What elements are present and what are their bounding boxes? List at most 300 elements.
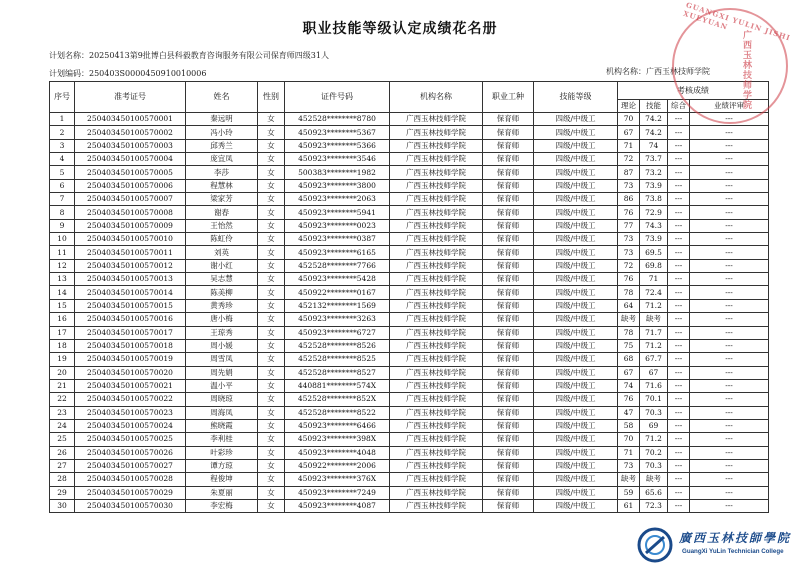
id-no-cell: 452528********8526 bbox=[285, 339, 390, 352]
skill-score-cell: 71.7 bbox=[640, 326, 668, 339]
job-cell: 保育师 bbox=[483, 393, 534, 406]
skill-score-cell: 69.5 bbox=[640, 246, 668, 259]
skill-score-cell: 65.6 bbox=[640, 486, 668, 499]
cert-no-cell: 250403450100570025 bbox=[75, 433, 186, 446]
row-index-cell: 17 bbox=[50, 326, 75, 339]
skill-score-cell: 70.3 bbox=[640, 459, 668, 472]
job-cell: 保育师 bbox=[483, 233, 534, 246]
header-gender: 性别 bbox=[258, 82, 285, 113]
job-cell: 保育师 bbox=[483, 259, 534, 272]
id-no-cell: 500383********1982 bbox=[285, 166, 390, 179]
skill-score-cell: 73.8 bbox=[640, 193, 668, 206]
comprehensive-score-cell: --- bbox=[668, 259, 690, 272]
theory-score-cell: 74 bbox=[618, 379, 640, 392]
level-cell: 四级/中级工 bbox=[534, 473, 618, 486]
cert-no-cell: 250403450100570011 bbox=[75, 246, 186, 259]
evaluation-score-cell: --- bbox=[690, 406, 769, 419]
table-row bbox=[50, 486, 769, 499]
name-cell: 程慧林 bbox=[186, 179, 258, 192]
theory-score-cell: 缺考 bbox=[618, 473, 640, 486]
cert-no-cell: 250403450100570022 bbox=[75, 393, 186, 406]
theory-score-cell: 58 bbox=[618, 419, 640, 432]
college-emblem-icon bbox=[636, 526, 676, 564]
table-row bbox=[50, 273, 769, 286]
comprehensive-score-cell: --- bbox=[668, 153, 690, 166]
name-cell: 陈美柳 bbox=[186, 286, 258, 299]
cert-no-cell: 250403450100570017 bbox=[75, 326, 186, 339]
name-cell: 黄秀珍 bbox=[186, 299, 258, 312]
id-no-cell: 450923********3800 bbox=[285, 179, 390, 192]
row-index-cell: 27 bbox=[50, 459, 75, 472]
header-skill: 技能 bbox=[640, 100, 668, 113]
theory-score-cell: 68 bbox=[618, 353, 640, 366]
page-title: 职业技能等级认定成绩花名册 bbox=[302, 21, 498, 37]
id-no-cell: 452528********7766 bbox=[285, 259, 390, 272]
name-cell: 李利桂 bbox=[186, 433, 258, 446]
id-no-cell: 450923********4048 bbox=[285, 446, 390, 459]
row-index-cell: 16 bbox=[50, 313, 75, 326]
job-cell: 保育师 bbox=[483, 459, 534, 472]
id-no-cell: 450923********6165 bbox=[285, 246, 390, 259]
level-cell: 四级/中级工 bbox=[534, 379, 618, 392]
job-cell: 保育师 bbox=[483, 206, 534, 219]
table-row bbox=[50, 233, 769, 246]
job-cell: 保育师 bbox=[483, 179, 534, 192]
level-cell: 四级/中级工 bbox=[534, 433, 618, 446]
theory-score-cell: 87 bbox=[618, 166, 640, 179]
evaluation-score-cell: --- bbox=[690, 339, 769, 352]
org-cell: 广西玉林技师学院 bbox=[390, 233, 483, 246]
row-index-cell: 14 bbox=[50, 286, 75, 299]
row-index-cell: 11 bbox=[50, 246, 75, 259]
skill-score-cell: 缺考 bbox=[640, 313, 668, 326]
college-logo-subtitle: GuangXi YuLin Technician College bbox=[682, 548, 784, 555]
job-cell: 保育师 bbox=[483, 219, 534, 232]
header-org: 机构名称 bbox=[390, 82, 483, 113]
skill-score-cell: 67 bbox=[640, 366, 668, 379]
header-comprehensive: 综合 bbox=[668, 100, 690, 113]
org-cell: 广西玉林技师学院 bbox=[390, 313, 483, 326]
evaluation-score-cell: --- bbox=[690, 219, 769, 232]
id-no-cell: 450922********2006 bbox=[285, 459, 390, 472]
gender-cell: 女 bbox=[258, 433, 285, 446]
name-cell: 李莎 bbox=[186, 166, 258, 179]
gender-cell: 女 bbox=[258, 393, 285, 406]
id-no-cell: 452528********852X bbox=[285, 393, 390, 406]
skill-score-cell: 72.4 bbox=[640, 286, 668, 299]
name-cell: 周小媛 bbox=[186, 339, 258, 352]
job-cell: 保育师 bbox=[483, 379, 534, 392]
table-row bbox=[50, 139, 769, 152]
org-label: 机构名称：广西玉林技师学院 bbox=[606, 67, 710, 76]
name-cell: 朱夏丽 bbox=[186, 486, 258, 499]
table-row bbox=[50, 206, 769, 219]
comprehensive-score-cell: --- bbox=[668, 406, 690, 419]
comprehensive-score-cell: --- bbox=[668, 246, 690, 259]
table-row bbox=[50, 299, 769, 312]
skill-score-cell: 71.2 bbox=[640, 299, 668, 312]
level-cell: 四级/中级工 bbox=[534, 419, 618, 432]
comprehensive-score-cell: --- bbox=[668, 299, 690, 312]
level-cell: 四级/中级工 bbox=[534, 153, 618, 166]
comprehensive-score-cell: --- bbox=[668, 206, 690, 219]
table-row bbox=[50, 326, 769, 339]
job-cell: 保育师 bbox=[483, 286, 534, 299]
evaluation-score-cell: --- bbox=[690, 313, 769, 326]
gender-cell: 女 bbox=[258, 273, 285, 286]
org-cell: 广西玉林技师学院 bbox=[390, 166, 483, 179]
cert-no-cell: 250403450100570028 bbox=[75, 473, 186, 486]
gender-cell: 女 bbox=[258, 286, 285, 299]
cert-no-cell: 250403450100570008 bbox=[75, 206, 186, 219]
skill-score-cell: 74 bbox=[640, 139, 668, 152]
comprehensive-score-cell: --- bbox=[668, 113, 690, 126]
cert-no-cell: 250403450100570030 bbox=[75, 499, 186, 512]
evaluation-score-cell: --- bbox=[690, 206, 769, 219]
theory-score-cell: 76 bbox=[618, 393, 640, 406]
skill-score-cell: 72.9 bbox=[640, 206, 668, 219]
org-cell: 广西玉林技师学院 bbox=[390, 206, 483, 219]
stamp-org-text: 广西玉林技师学院 bbox=[741, 30, 751, 110]
row-index-cell: 29 bbox=[50, 486, 75, 499]
skill-score-cell: 74.3 bbox=[640, 219, 668, 232]
level-cell: 四级/中级工 bbox=[534, 339, 618, 352]
theory-score-cell: 73 bbox=[618, 233, 640, 246]
header-id-no: 证件号码 bbox=[285, 82, 390, 113]
org-cell: 广西玉林技师学院 bbox=[390, 326, 483, 339]
table-row bbox=[50, 353, 769, 366]
gender-cell: 女 bbox=[258, 179, 285, 192]
gender-cell: 女 bbox=[258, 339, 285, 352]
cert-no-cell: 250403450100570004 bbox=[75, 153, 186, 166]
org-cell: 广西玉林技师学院 bbox=[390, 406, 483, 419]
level-cell: 四级/中级工 bbox=[534, 246, 618, 259]
gender-cell: 女 bbox=[258, 499, 285, 512]
table-row bbox=[50, 193, 769, 206]
id-no-cell: 450923********0023 bbox=[285, 219, 390, 232]
name-cell: 谢春 bbox=[186, 206, 258, 219]
row-index-cell: 24 bbox=[50, 419, 75, 432]
job-cell: 保育师 bbox=[483, 299, 534, 312]
row-index-cell: 18 bbox=[50, 339, 75, 352]
cert-no-cell: 250403450100570029 bbox=[75, 486, 186, 499]
evaluation-score-cell: --- bbox=[690, 499, 769, 512]
theory-score-cell: 77 bbox=[618, 219, 640, 232]
evaluation-score-cell: --- bbox=[690, 446, 769, 459]
evaluation-score-cell: --- bbox=[690, 193, 769, 206]
theory-score-cell: 缺考 bbox=[618, 313, 640, 326]
evaluation-score-cell: --- bbox=[690, 459, 769, 472]
gender-cell: 女 bbox=[258, 419, 285, 432]
name-cell: 吴志慧 bbox=[186, 273, 258, 286]
theory-score-cell: 72 bbox=[618, 153, 640, 166]
id-no-cell: 452528********8780 bbox=[285, 113, 390, 126]
gender-cell: 女 bbox=[258, 406, 285, 419]
score-roster-table bbox=[49, 81, 769, 513]
comprehensive-score-cell: --- bbox=[668, 433, 690, 446]
cert-no-cell: 250403450100570018 bbox=[75, 339, 186, 352]
row-index-cell: 12 bbox=[50, 259, 75, 272]
row-index-cell: 3 bbox=[50, 139, 75, 152]
job-cell: 保育师 bbox=[483, 446, 534, 459]
row-index-cell: 21 bbox=[50, 379, 75, 392]
college-logo-text: 廣西玉林技師學院 bbox=[679, 531, 792, 545]
header-index: 序号 bbox=[50, 82, 75, 113]
row-index-cell: 5 bbox=[50, 166, 75, 179]
level-cell: 四级/中级工 bbox=[534, 366, 618, 379]
cert-no-cell: 250403450100570012 bbox=[75, 259, 186, 272]
table-row bbox=[50, 313, 769, 326]
gender-cell: 女 bbox=[258, 473, 285, 486]
skill-score-cell: 71.2 bbox=[640, 339, 668, 352]
org-cell: 广西玉林技师学院 bbox=[390, 366, 483, 379]
job-cell: 保育师 bbox=[483, 273, 534, 286]
name-cell: 王琼秀 bbox=[186, 326, 258, 339]
id-no-cell: 450923********3263 bbox=[285, 313, 390, 326]
skill-score-cell: 70.1 bbox=[640, 393, 668, 406]
name-cell: 唐小梅 bbox=[186, 313, 258, 326]
level-cell: 四级/中级工 bbox=[534, 206, 618, 219]
job-cell: 保育师 bbox=[483, 166, 534, 179]
level-cell: 四级/中级工 bbox=[534, 486, 618, 499]
job-cell: 保育师 bbox=[483, 353, 534, 366]
org-cell: 广西玉林技师学院 bbox=[390, 499, 483, 512]
name-cell: 冯小玲 bbox=[186, 126, 258, 139]
id-no-cell: 450923********5941 bbox=[285, 206, 390, 219]
table-row bbox=[50, 473, 769, 486]
name-cell: 谭方琼 bbox=[186, 459, 258, 472]
org-cell: 广西玉林技师学院 bbox=[390, 433, 483, 446]
gender-cell: 女 bbox=[258, 326, 285, 339]
gender-cell: 女 bbox=[258, 166, 285, 179]
table-row bbox=[50, 379, 769, 392]
theory-score-cell: 78 bbox=[618, 286, 640, 299]
job-cell: 保育师 bbox=[483, 139, 534, 152]
name-cell: 周先娟 bbox=[186, 366, 258, 379]
name-cell: 王怡然 bbox=[186, 219, 258, 232]
row-index-cell: 15 bbox=[50, 299, 75, 312]
skill-score-cell: 70.3 bbox=[640, 406, 668, 419]
cert-no-cell: 250403450100570006 bbox=[75, 179, 186, 192]
row-index-cell: 1 bbox=[50, 113, 75, 126]
header-level: 技能等级 bbox=[534, 82, 618, 113]
header-job: 职业工种 bbox=[483, 82, 534, 113]
row-index-cell: 13 bbox=[50, 273, 75, 286]
id-no-cell: 452528********8527 bbox=[285, 366, 390, 379]
job-cell: 保育师 bbox=[483, 339, 534, 352]
skill-score-cell: 74.2 bbox=[640, 113, 668, 126]
level-cell: 四级/中级工 bbox=[534, 139, 618, 152]
level-cell: 四级/中级工 bbox=[534, 353, 618, 366]
comprehensive-score-cell: --- bbox=[668, 353, 690, 366]
theory-score-cell: 64 bbox=[618, 299, 640, 312]
name-cell: 温小平 bbox=[186, 379, 258, 392]
comprehensive-score-cell: --- bbox=[668, 339, 690, 352]
table-row bbox=[50, 113, 769, 126]
comprehensive-score-cell: --- bbox=[668, 473, 690, 486]
job-cell: 保育师 bbox=[483, 193, 534, 206]
org-cell: 广西玉林技师学院 bbox=[390, 486, 483, 499]
skill-score-cell: 69.8 bbox=[640, 259, 668, 272]
id-no-cell: 450923********376X bbox=[285, 473, 390, 486]
evaluation-score-cell: --- bbox=[690, 179, 769, 192]
gender-cell: 女 bbox=[258, 126, 285, 139]
org-cell: 广西玉林技师学院 bbox=[390, 299, 483, 312]
level-cell: 四级/中级工 bbox=[534, 126, 618, 139]
row-index-cell: 6 bbox=[50, 179, 75, 192]
org-cell: 广西玉林技师学院 bbox=[390, 459, 483, 472]
comprehensive-score-cell: --- bbox=[668, 446, 690, 459]
table-row bbox=[50, 126, 769, 139]
gender-cell: 女 bbox=[258, 219, 285, 232]
theory-score-cell: 71 bbox=[618, 139, 640, 152]
job-cell: 保育师 bbox=[483, 486, 534, 499]
plan-code: 计划编码：250403S0000450910010006 bbox=[49, 69, 207, 78]
gender-cell: 女 bbox=[258, 193, 285, 206]
id-no-cell: 452132********1569 bbox=[285, 299, 390, 312]
cert-no-cell: 250403450100570001 bbox=[75, 113, 186, 126]
evaluation-score-cell: --- bbox=[690, 166, 769, 179]
evaluation-score-cell: --- bbox=[690, 139, 769, 152]
plan-name: 计划名称：20250413第9批博白县科毅教育咨询服务有限公司保育师四级31人 bbox=[49, 51, 329, 60]
evaluation-score-cell: --- bbox=[690, 473, 769, 486]
org-cell: 广西玉林技师学院 bbox=[390, 353, 483, 366]
id-no-cell: 450923********5428 bbox=[285, 273, 390, 286]
org-cell: 广西玉林技师学院 bbox=[390, 153, 483, 166]
comprehensive-score-cell: --- bbox=[668, 193, 690, 206]
skill-score-cell: 67.7 bbox=[640, 353, 668, 366]
gender-cell: 女 bbox=[258, 459, 285, 472]
id-no-cell: 450923********3546 bbox=[285, 153, 390, 166]
table-row bbox=[50, 246, 769, 259]
comprehensive-score-cell: --- bbox=[668, 419, 690, 432]
gender-cell: 女 bbox=[258, 366, 285, 379]
job-cell: 保育师 bbox=[483, 499, 534, 512]
theory-score-cell: 71 bbox=[618, 446, 640, 459]
job-cell: 保育师 bbox=[483, 313, 534, 326]
cert-no-cell: 250403450100570027 bbox=[75, 459, 186, 472]
skill-score-cell: 73.9 bbox=[640, 233, 668, 246]
name-cell: 李宏梅 bbox=[186, 499, 258, 512]
table-row bbox=[50, 446, 769, 459]
org-cell: 广西玉林技师学院 bbox=[390, 419, 483, 432]
evaluation-score-cell: --- bbox=[690, 379, 769, 392]
theory-score-cell: 61 bbox=[618, 499, 640, 512]
level-cell: 四级/中级工 bbox=[534, 233, 618, 246]
name-cell: 陈虹伶 bbox=[186, 233, 258, 246]
name-cell: 庞宜凤 bbox=[186, 153, 258, 166]
job-cell: 保育师 bbox=[483, 366, 534, 379]
gender-cell: 女 bbox=[258, 233, 285, 246]
evaluation-score-cell: --- bbox=[690, 419, 769, 432]
comprehensive-score-cell: --- bbox=[668, 233, 690, 246]
cert-no-cell: 250403450100570005 bbox=[75, 166, 186, 179]
name-cell: 邱秀兰 bbox=[186, 139, 258, 152]
theory-score-cell: 70 bbox=[618, 113, 640, 126]
name-cell: 周海凤 bbox=[186, 406, 258, 419]
org-cell: 广西玉林技师学院 bbox=[390, 393, 483, 406]
row-index-cell: 22 bbox=[50, 393, 75, 406]
table-row bbox=[50, 286, 769, 299]
theory-score-cell: 67 bbox=[618, 126, 640, 139]
theory-score-cell: 75 bbox=[618, 339, 640, 352]
comprehensive-score-cell: --- bbox=[668, 486, 690, 499]
header-name: 姓名 bbox=[186, 82, 258, 113]
cert-no-cell: 250403450100570026 bbox=[75, 446, 186, 459]
gender-cell: 女 bbox=[258, 313, 285, 326]
name-cell: 秦远明 bbox=[186, 113, 258, 126]
gender-cell: 女 bbox=[258, 259, 285, 272]
college-logo bbox=[636, 526, 800, 565]
header-evaluation: 业绩评审 bbox=[690, 100, 769, 113]
skill-score-cell: 缺考 bbox=[640, 473, 668, 486]
id-no-cell: 450922********0167 bbox=[285, 286, 390, 299]
name-cell: 熊晓霞 bbox=[186, 419, 258, 432]
row-index-cell: 25 bbox=[50, 433, 75, 446]
job-cell: 保育师 bbox=[483, 113, 534, 126]
cert-no-cell: 250403450100570013 bbox=[75, 273, 186, 286]
evaluation-score-cell: --- bbox=[690, 393, 769, 406]
job-cell: 保育师 bbox=[483, 153, 534, 166]
theory-score-cell: 73 bbox=[618, 459, 640, 472]
skill-score-cell: 71.2 bbox=[640, 433, 668, 446]
level-cell: 四级/中级工 bbox=[534, 459, 618, 472]
skill-score-cell: 69 bbox=[640, 419, 668, 432]
theory-score-cell: 86 bbox=[618, 193, 640, 206]
gender-cell: 女 bbox=[258, 153, 285, 166]
level-cell: 四级/中级工 bbox=[534, 313, 618, 326]
theory-score-cell: 76 bbox=[618, 273, 640, 286]
cert-no-cell: 250403450100570003 bbox=[75, 139, 186, 152]
cert-no-cell: 250403450100570019 bbox=[75, 353, 186, 366]
evaluation-score-cell: --- bbox=[690, 366, 769, 379]
header-cert-no: 准考证号 bbox=[75, 82, 186, 113]
comprehensive-score-cell: --- bbox=[668, 366, 690, 379]
theory-score-cell: 47 bbox=[618, 406, 640, 419]
gender-cell: 女 bbox=[258, 446, 285, 459]
name-cell: 谢小红 bbox=[186, 259, 258, 272]
table-row bbox=[50, 259, 769, 272]
cert-no-cell: 250403450100570009 bbox=[75, 219, 186, 232]
id-no-cell: 450923********2063 bbox=[285, 193, 390, 206]
evaluation-score-cell: --- bbox=[690, 486, 769, 499]
org-cell: 广西玉林技师学院 bbox=[390, 179, 483, 192]
row-index-cell: 8 bbox=[50, 206, 75, 219]
cert-no-cell: 250403450100570016 bbox=[75, 313, 186, 326]
theory-score-cell: 73 bbox=[618, 246, 640, 259]
theory-score-cell: 70 bbox=[618, 433, 640, 446]
job-cell: 保育师 bbox=[483, 126, 534, 139]
table-row bbox=[50, 393, 769, 406]
row-index-cell: 9 bbox=[50, 219, 75, 232]
id-no-cell: 450923********5366 bbox=[285, 139, 390, 152]
id-no-cell: 450923********7249 bbox=[285, 486, 390, 499]
cert-no-cell: 250403450100570021 bbox=[75, 379, 186, 392]
stamp-top-text: GUANGXI YULIN JISHI XUEYUAN bbox=[682, 0, 792, 43]
org-cell: 广西玉林技师学院 bbox=[390, 193, 483, 206]
job-cell: 保育师 bbox=[483, 419, 534, 432]
table-row bbox=[50, 366, 769, 379]
gender-cell: 女 bbox=[258, 246, 285, 259]
org-cell: 广西玉林技师学院 bbox=[390, 113, 483, 126]
table-row bbox=[50, 153, 769, 166]
skill-score-cell: 73.7 bbox=[640, 153, 668, 166]
name-cell: 周晓琼 bbox=[186, 393, 258, 406]
job-cell: 保育师 bbox=[483, 406, 534, 419]
evaluation-score-cell: --- bbox=[690, 126, 769, 139]
level-cell: 四级/中级工 bbox=[534, 179, 618, 192]
theory-score-cell: 76 bbox=[618, 206, 640, 219]
